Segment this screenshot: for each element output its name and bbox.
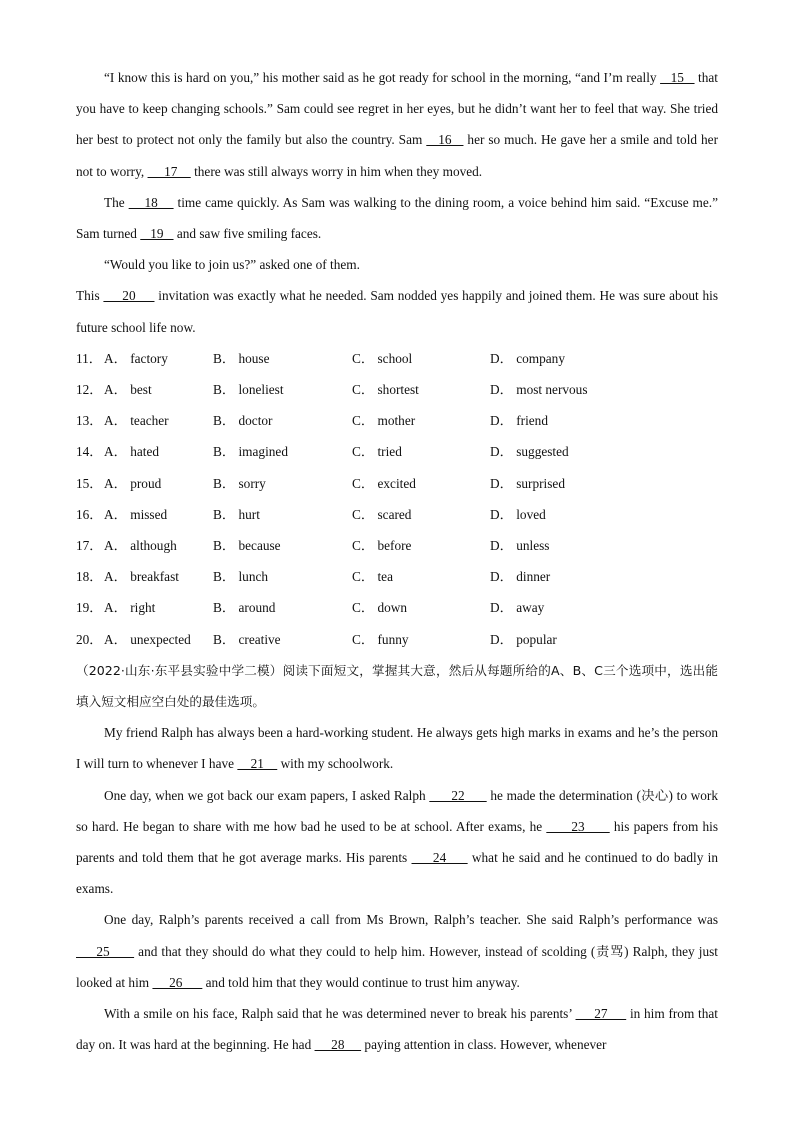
- blank-25: 25: [76, 943, 135, 959]
- blank-19: 19: [140, 226, 174, 242]
- option-d[interactable]: D． dinner: [490, 569, 551, 585]
- text-run: and that they should do what they could to help him. However, instead of scolding (责骂) Ralph, they just looked at him: [76, 943, 718, 990]
- text-run: and told him that they would continue to trust him anyway.: [202, 974, 520, 990]
- text-run: The: [104, 194, 129, 210]
- text-run: and saw five smiling faces.: [173, 226, 322, 242]
- option-b[interactable]: B． creative: [213, 631, 281, 647]
- text-run: there was still always worry in him when they moved.: [190, 163, 483, 179]
- option-a[interactable]: A． hated: [104, 444, 160, 460]
- passage2-paragraph-2: [76, 780, 718, 905]
- option-d[interactable]: D． surprised: [490, 475, 565, 491]
- text-run: One day, Ralph’s parents received a call from Ms Brown, Ralph’s teacher. She said Ralph’s performance was: [104, 912, 718, 928]
- text-run: My friend Ralph has always been a hard-working student. He always gets high marks in exams and he’s the person I will turn to whenever I have: [76, 725, 718, 772]
- text-run: time came quickly. As Sam was walking to the dining room, a voice behind him said. “Excuse me.” Sam turned: [76, 194, 719, 242]
- option-c[interactable]: C． down: [352, 600, 408, 616]
- option-b[interactable]: B． sorry: [213, 475, 266, 491]
- option-b[interactable]: B． house: [213, 350, 270, 366]
- option-c[interactable]: C． shortest: [352, 382, 419, 398]
- question-number: 18．: [76, 569, 103, 585]
- option-a[interactable]: A． best: [104, 382, 152, 398]
- blank-22: 22: [429, 787, 487, 803]
- passage2-paragraph-1: [76, 717, 718, 779]
- option-c[interactable]: C． excited: [352, 475, 416, 491]
- text-run: his papers from his parents and told them that he got average marks. His parents: [76, 818, 718, 865]
- text-run: “I know this is hard on you,” his mother said as he got ready for school in the morning, “and I’m really: [104, 70, 661, 85]
- answer-options-list: [76, 343, 718, 655]
- question-number: 20．: [76, 631, 103, 647]
- option-d[interactable]: D． suggested: [490, 444, 569, 460]
- question-row: [76, 592, 718, 623]
- question-number: 14．: [76, 444, 103, 460]
- blank-17: 17: [147, 163, 191, 179]
- text-run: invitation was exactly what he needed. Sam nodded yes happily and joined them. He was sure about his future school life now.: [76, 288, 718, 335]
- option-c[interactable]: C． school: [352, 350, 413, 366]
- passage2-paragraph-4: [76, 998, 718, 1060]
- option-a[interactable]: A． teacher: [104, 413, 169, 429]
- blank-20: 20: [103, 288, 155, 304]
- option-d[interactable]: D． unless: [490, 537, 550, 553]
- blank-21: 21: [237, 756, 278, 772]
- question-number: 13．: [76, 413, 103, 429]
- question-row: [76, 624, 718, 655]
- option-b[interactable]: B． hurt: [213, 506, 260, 522]
- option-d[interactable]: D． popular: [490, 631, 557, 647]
- question-row: [76, 561, 718, 592]
- option-a[interactable]: A． proud: [104, 475, 162, 491]
- option-d[interactable]: D． away: [490, 600, 545, 616]
- text-run: her so much. He gave her a smile and told her not to worry,: [76, 132, 718, 179]
- question-row: [76, 499, 718, 530]
- option-a[interactable]: A． unexpected: [104, 631, 191, 647]
- text-run: with my schoolwork.: [277, 756, 394, 772]
- option-d[interactable]: D． company: [490, 350, 565, 366]
- blank-18: 18: [128, 194, 174, 210]
- option-c[interactable]: C． mother: [352, 413, 416, 429]
- option-b[interactable]: B． because: [213, 537, 281, 553]
- question-row: [76, 405, 718, 436]
- section-instruction: （2022·山东·东平县实验中学二模）阅读下面短文，掌握其大意，然后从每题所给的A、B、C三个选项中，选出能填入短文相应空白处的最佳选项。: [76, 662, 718, 709]
- option-a[interactable]: A． factory: [104, 350, 168, 366]
- text-run: With a smile on his face, Ralph said that he was determined never to break his parents’: [104, 1005, 576, 1021]
- option-b[interactable]: B． lunch: [213, 569, 269, 585]
- passage1-paragraph-4: [76, 280, 718, 342]
- blank-16: 16: [426, 132, 464, 148]
- option-a[interactable]: A． breakfast: [104, 569, 179, 585]
- option-c[interactable]: C． before: [352, 537, 412, 553]
- text-run: One day, when we got back our exam papers, I asked Ralph: [104, 787, 430, 803]
- blank-15: 15: [660, 70, 695, 85]
- passage1-paragraph-1: [76, 62, 718, 187]
- passage2-paragraph-3: [76, 904, 718, 998]
- question-number: 19．: [76, 600, 103, 616]
- option-d[interactable]: D． most nervous: [490, 382, 588, 398]
- option-b[interactable]: B． around: [213, 600, 276, 616]
- question-number: 16．: [76, 506, 103, 522]
- blank-27: 27: [575, 1005, 627, 1021]
- text-run: what he said and he continued to do badly in exams.: [76, 849, 718, 897]
- question-number: 15．: [76, 475, 103, 491]
- option-a[interactable]: A． although: [104, 537, 177, 553]
- option-c[interactable]: C． scared: [352, 506, 412, 522]
- option-c[interactable]: C． tried: [352, 444, 402, 460]
- text-run: This: [76, 288, 104, 304]
- question-number: 12．: [76, 382, 103, 398]
- blank-28: 28: [314, 1037, 362, 1053]
- text-run: that you have to keep changing schools.” Sam could see regret in her eyes, but he didn’t want her to feel that way. She tried her best to protect not only the family but also the country. Sam: [76, 70, 718, 148]
- option-a[interactable]: A． right: [104, 600, 156, 616]
- option-b[interactable]: B． doctor: [213, 413, 273, 429]
- document-page: [76, 62, 718, 1060]
- question-row: [76, 436, 718, 467]
- question-number: 11．: [76, 350, 103, 366]
- option-b[interactable]: B． imagined: [213, 444, 288, 460]
- passage1-paragraph-3: “Would you like to join us?” asked one of them.: [104, 257, 360, 273]
- question-number: 17．: [76, 537, 103, 553]
- option-c[interactable]: C． funny: [352, 631, 409, 647]
- blank-26: 26: [152, 974, 203, 990]
- option-a[interactable]: A． missed: [104, 506, 168, 522]
- question-row: [76, 468, 718, 499]
- passage1-paragraph-2: [76, 187, 718, 249]
- text-run: paying attention in class. However, whenever: [361, 1037, 607, 1053]
- option-d[interactable]: D． loved: [490, 506, 546, 522]
- blank-24: 24: [411, 849, 468, 865]
- question-row: [76, 530, 718, 561]
- option-d[interactable]: D． friend: [490, 413, 548, 429]
- text-run: he made the determination (决心) to work so hard. He began to share with me how bad he used to be at school. After exams, he: [76, 787, 719, 834]
- option-b[interactable]: B． loneliest: [213, 382, 284, 398]
- text-run: in him from that day on. It was hard at the beginning. He had: [76, 1005, 718, 1053]
- blank-23: 23: [546, 818, 610, 834]
- question-row: [76, 343, 718, 374]
- option-c[interactable]: C． tea: [352, 569, 393, 585]
- question-row: [76, 374, 718, 405]
